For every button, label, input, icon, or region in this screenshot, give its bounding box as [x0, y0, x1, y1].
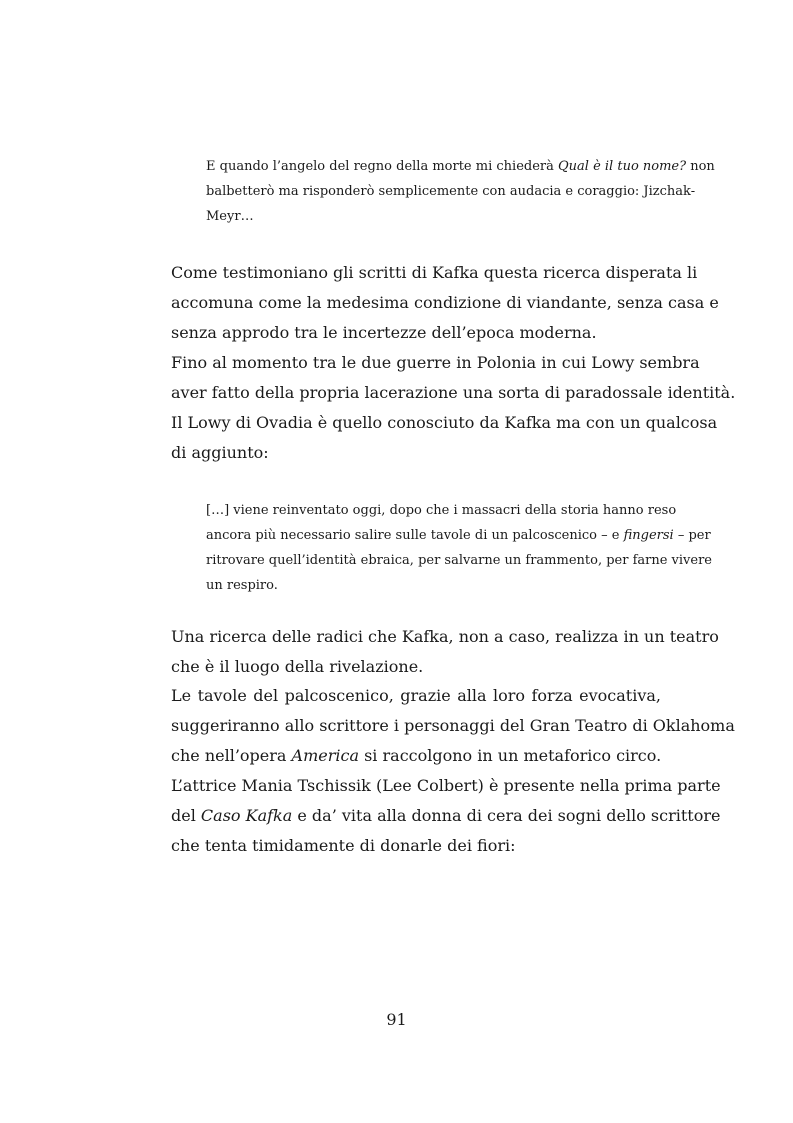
- paragraph-1: [171, 258, 719, 348]
- paragraph-6-line: L’attrice Mania Tschissik (Lee Colbert) è presente nella prima parte: [171, 776, 721, 795]
- paragraph-6-line: che tenta timidamente di donarle dei fiori:: [171, 836, 516, 855]
- paragraph-6-line: del Caso Kafka e da’ vita alla donna di cera dei sogni dello scrittore: [171, 806, 721, 825]
- quote-1-line-2: balbetterò ma risponderò semplicemente con audacia e coraggio: Jizchak-: [206, 184, 696, 199]
- quote-1-line-3: Meyr…: [206, 209, 254, 224]
- paragraph-1-line: senza approdo tra le incertezze dell’epoca moderna.: [171, 323, 597, 342]
- block-quote-1: [206, 154, 715, 229]
- paragraph-3: [171, 408, 718, 468]
- paragraph-5-line: che nell’opera America si raccolgono in un metaforico circo.: [171, 746, 662, 765]
- paragraph-3-line: Il Lowy di Ovadia è quello conosciuto da Kafka ma con un qualcosa: [171, 413, 718, 432]
- paragraph-4: [171, 622, 719, 682]
- paragraph-2: [171, 348, 736, 408]
- paragraph-2-line: aver fatto della propria lacerazione una sorta di paradossale identità.: [171, 383, 736, 402]
- page-number: 91: [386, 1010, 407, 1029]
- quote-2-line-1: […] viene reinventato oggi, dopo che i massacri della storia hanno reso: [206, 503, 677, 518]
- quote-2-line-3: ritrovare quell’identità ebraica, per salvarne un frammento, per farne vivere: [206, 553, 712, 568]
- paragraph-5-line: Le tavole del palcoscenico, grazie alla loro forza evocativa,: [171, 686, 661, 705]
- paragraph-2-line: Fino al momento tra le due guerre in Polonia in cui Lowy sembra: [171, 353, 700, 372]
- paragraph-6: [171, 771, 721, 861]
- paragraph-1-line: Come testimoniano gli scritti di Kafka questa ricerca disperata li: [171, 263, 698, 282]
- paragraph-4-line: Una ricerca delle radici che Kafka, non a caso, realizza in un teatro: [171, 627, 719, 646]
- quote-2-line-4: un respiro.: [206, 578, 278, 593]
- paragraph-3-line: di aggiunto:: [171, 443, 269, 462]
- paragraph-5: [171, 681, 735, 771]
- paragraph-1-line: accomuna come la medesima condizione di viandante, senza casa e: [171, 293, 719, 312]
- paragraph-4-line: che è il luogo della rivelazione.: [171, 657, 424, 676]
- quote-1-line-1: E quando l’angelo del regno della morte mi chiederà Qual è il tuo nome? non: [206, 159, 715, 174]
- quote-2-line-2: ancora più necessario salire sulle tavole di un palcoscenico – e fingersi – per: [206, 528, 711, 543]
- block-quote-2: [206, 498, 712, 598]
- paragraph-5-line: suggeriranno allo scrittore i personaggi del Gran Teatro di Oklahoma: [171, 716, 735, 735]
